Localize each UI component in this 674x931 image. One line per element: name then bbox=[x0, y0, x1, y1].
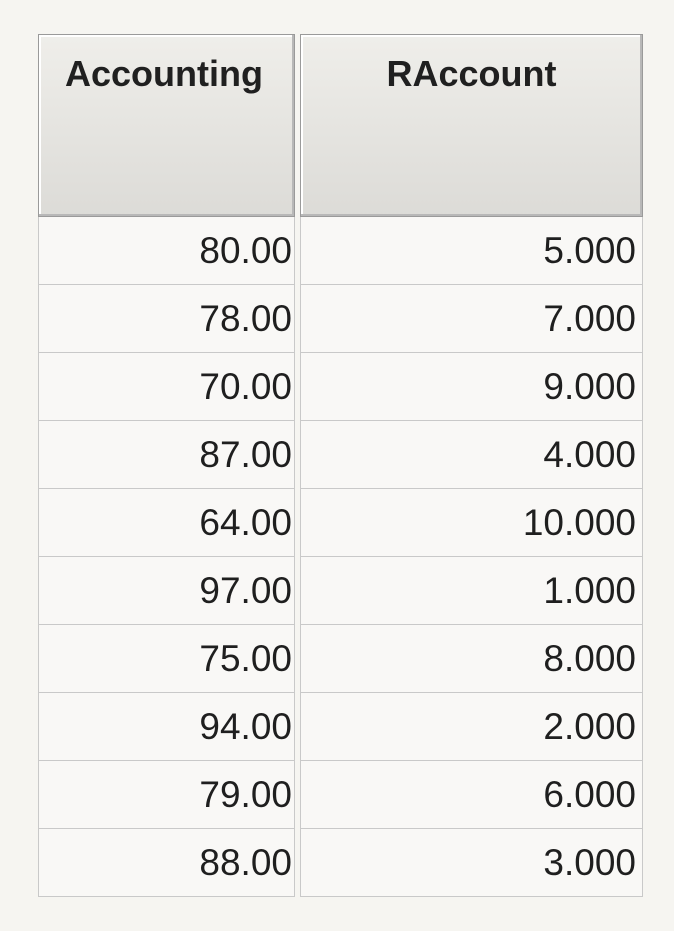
table-row bbox=[39, 217, 643, 285]
cell-raccount[interactable]: 4.000 bbox=[301, 421, 643, 489]
table-row bbox=[39, 421, 643, 489]
cell-raccount[interactable]: 8.000 bbox=[301, 625, 643, 693]
header-row bbox=[39, 35, 643, 217]
table-row bbox=[39, 693, 643, 761]
cell-accounting[interactable]: 94.00 bbox=[39, 693, 295, 761]
cell-raccount[interactable]: 6.000 bbox=[301, 761, 643, 829]
cell-raccount[interactable]: 1.000 bbox=[301, 557, 643, 625]
cell-accounting[interactable]: 78.00 bbox=[39, 285, 295, 353]
cell-accounting[interactable]: 80.00 bbox=[39, 217, 295, 285]
column-header-accounting[interactable]: Accounting bbox=[39, 35, 295, 217]
cell-accounting[interactable]: 64.00 bbox=[39, 489, 295, 557]
data-grid bbox=[38, 34, 643, 897]
cell-raccount[interactable]: 2.000 bbox=[301, 693, 643, 761]
cell-raccount[interactable]: 5.000 bbox=[301, 217, 643, 285]
cell-accounting[interactable]: 79.00 bbox=[39, 761, 295, 829]
table-row bbox=[39, 285, 643, 353]
cell-accounting[interactable]: 88.00 bbox=[39, 829, 295, 897]
cell-accounting[interactable]: 70.00 bbox=[39, 353, 295, 421]
table-row bbox=[39, 557, 643, 625]
cell-raccount[interactable]: 3.000 bbox=[301, 829, 643, 897]
table-row bbox=[39, 829, 643, 897]
cell-accounting[interactable]: 75.00 bbox=[39, 625, 295, 693]
cell-accounting[interactable]: 97.00 bbox=[39, 557, 295, 625]
table-row bbox=[39, 353, 643, 421]
cell-accounting[interactable]: 87.00 bbox=[39, 421, 295, 489]
table-row bbox=[39, 625, 643, 693]
cell-raccount[interactable]: 7.000 bbox=[301, 285, 643, 353]
cell-raccount[interactable]: 9.000 bbox=[301, 353, 643, 421]
column-header-raccount[interactable]: RAccount bbox=[301, 35, 643, 217]
table-row bbox=[39, 489, 643, 557]
table-row bbox=[39, 761, 643, 829]
cell-raccount[interactable]: 10.000 bbox=[301, 489, 643, 557]
